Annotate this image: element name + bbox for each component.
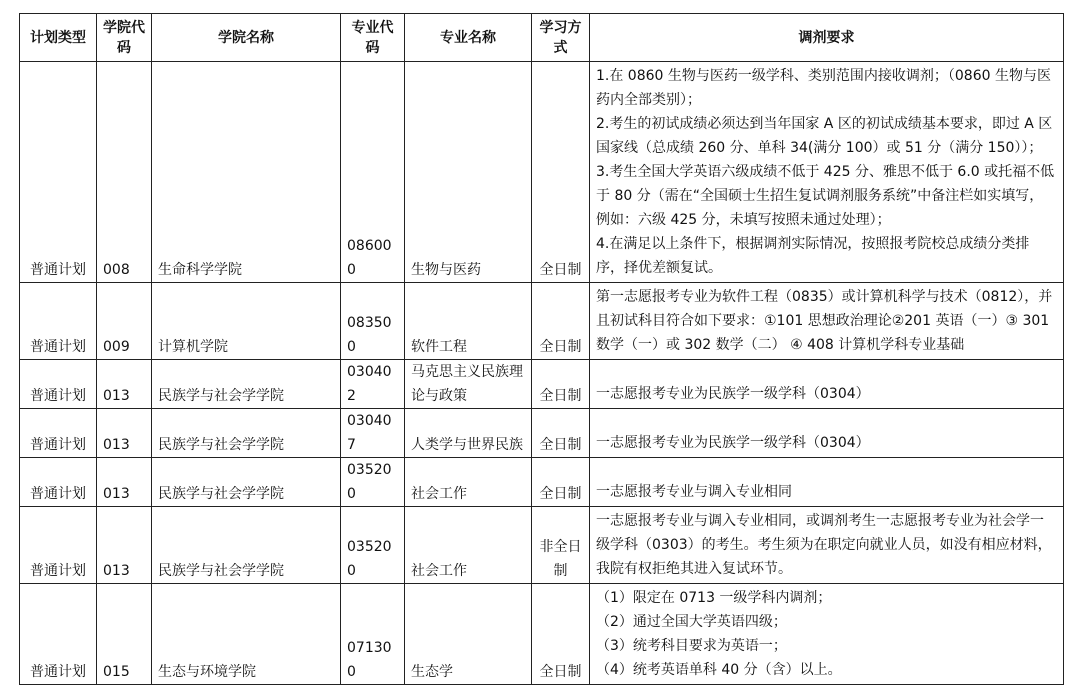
cell-school-name: 民族学与社会学学院 (152, 458, 341, 507)
cell-major-name: 社会工作 (405, 507, 532, 584)
cell-requirements (590, 62, 1064, 283)
requirement-line: 一志愿报考专业与调入专业相同 (596, 484, 792, 500)
adjustment-table (19, 13, 1064, 685)
requirement-line: 3.考生全国大学英语六级成绩不低于 425 分、雅思不低于 6.0 或托福不低于 80 分（需在“全国硕士生招生复试调剂服务系统”中备注栏如实填写，例如：六级 425 分，未填写按照未通过处理）； (596, 164, 1055, 228)
requirement-line: 一志愿报考专业与调入专业相同，或调剂考生一志愿报考专业为社会学一级学科（0303）的考生。考生须为在职定向就业人员，如没有相应材料，我院有权拒绝其进入复试环节。 (596, 513, 1052, 577)
cell-requirements (590, 584, 1064, 685)
table-row (20, 409, 1064, 458)
cell-plan-type: 普通计划 (20, 62, 97, 283)
header-major-code: 专业代码 (341, 14, 405, 62)
header-school-code: 学院代码 (97, 14, 152, 62)
cell-school-name: 生命科学学院 (152, 62, 341, 283)
cell-school-name: 民族学与社会学学院 (152, 360, 341, 409)
requirement-line: 4.在满足以上条件下，根据调剂实际情况，按照报考院校总成绩分类排序，择优差额复试。 (596, 236, 1030, 276)
cell-major-code: 086000 (341, 62, 405, 283)
cell-major-name: 人类学与世界民族 (405, 409, 532, 458)
header-study-mode: 学习方式 (532, 14, 590, 62)
cell-school-code: 008 (97, 62, 152, 283)
table-row (20, 62, 1064, 283)
table-row (20, 507, 1064, 584)
cell-major-code: 030407 (341, 409, 405, 458)
table-row (20, 283, 1064, 360)
requirement-line: 一志愿报考专业为民族学一级学科（0304） (596, 386, 870, 402)
cell-school-code: 009 (97, 283, 152, 360)
requirement-line: （3）统考科目要求为英语一； (596, 638, 787, 654)
cell-requirements (590, 360, 1064, 409)
cell-school-name: 生态与环境学院 (152, 584, 341, 685)
header-major-name: 专业名称 (405, 14, 532, 62)
requirement-line: （2）通过全国大学英语四级； (596, 614, 787, 630)
cell-plan-type: 普通计划 (20, 507, 97, 584)
cell-study-mode: 全日制 (532, 360, 590, 409)
requirement-line: （4）统考英语单科 40 分（含）以上。 (596, 662, 842, 678)
table-row (20, 458, 1064, 507)
cell-school-code: 015 (97, 584, 152, 685)
cell-plan-type: 普通计划 (20, 409, 97, 458)
cell-study-mode: 全日制 (532, 409, 590, 458)
cell-plan-type: 普通计划 (20, 360, 97, 409)
cell-requirements (590, 458, 1064, 507)
cell-plan-type: 普通计划 (20, 283, 97, 360)
cell-school-code: 013 (97, 409, 152, 458)
cell-school-name: 民族学与社会学学院 (152, 409, 341, 458)
cell-school-name: 计算机学院 (152, 283, 341, 360)
requirement-line: 一志愿报考专业为民族学一级学科（0304） (596, 435, 870, 451)
cell-plan-type: 普通计划 (20, 584, 97, 685)
cell-major-code: 083500 (341, 283, 405, 360)
cell-major-name: 生物与医药 (405, 62, 532, 283)
cell-school-code: 013 (97, 458, 152, 507)
header-school-name: 学院名称 (152, 14, 341, 62)
header-row (20, 14, 1064, 62)
table-row (20, 584, 1064, 685)
cell-study-mode: 全日制 (532, 458, 590, 507)
header-requirements: 调剂要求 (590, 14, 1064, 62)
cell-study-mode: 非全日制 (532, 507, 590, 584)
cell-major-code: 030402 (341, 360, 405, 409)
cell-school-name: 民族学与社会学学院 (152, 507, 341, 584)
cell-requirements (590, 283, 1064, 360)
requirement-line: （1）限定在 0713 一级学科内调剂； (596, 590, 832, 606)
cell-study-mode: 全日制 (532, 283, 590, 360)
cell-major-code: 071300 (341, 584, 405, 685)
table-row (20, 360, 1064, 409)
header-plan-type: 计划类型 (20, 14, 97, 62)
cell-study-mode: 全日制 (532, 584, 590, 685)
cell-school-code: 013 (97, 360, 152, 409)
cell-plan-type: 普通计划 (20, 458, 97, 507)
cell-major-name: 马克思主义民族理论与政策 (405, 360, 532, 409)
cell-school-code: 013 (97, 507, 152, 584)
cell-requirements (590, 507, 1064, 584)
requirement-line: 1.在 0860 生物与医药一级学科、类别范围内接收调剂；（0860 生物与医药内全部类别）； (596, 68, 1051, 108)
requirement-line: 2.考生的初试成绩必须达到当年国家 A 区的初试成绩基本要求，即过 A 区国家线（总成绩 260 分、单科 34(满分 100）或 51 分（满分 150））； (596, 116, 1053, 156)
cell-major-code: 035200 (341, 458, 405, 507)
cell-major-name: 生态学 (405, 584, 532, 685)
cell-study-mode: 全日制 (532, 62, 590, 283)
cell-major-name: 社会工作 (405, 458, 532, 507)
cell-major-code: 035200 (341, 507, 405, 584)
cell-requirements (590, 409, 1064, 458)
requirement-line: 第一志愿报考专业为软件工程（0835）或计算机科学与技术（0812），并且初试科目符合如下要求：①101 思想政治理论②201 英语（一）③ 301 数学（一）或 302 数学（二） ④ 408 计算机学科专业基础 (596, 289, 1053, 353)
cell-major-name: 软件工程 (405, 283, 532, 360)
